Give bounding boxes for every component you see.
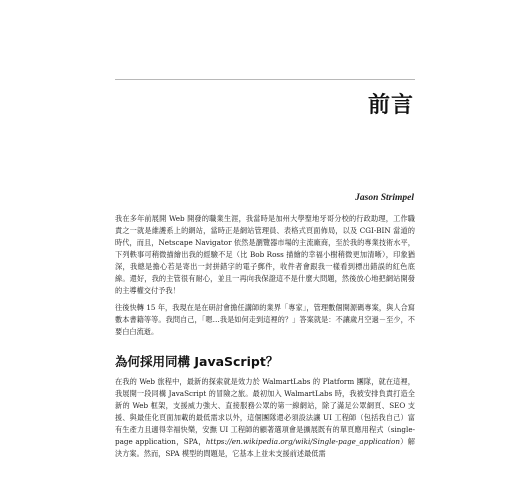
chapter-title: 前言 <box>367 93 414 118</box>
paragraph-fast-forward: 往後快轉 15 年，我現在是在研討會擔任講師的業界「專家」，管理數個開源碼專案，與人合寫數本書籍等等。我問自己，「嗯…我是如何走到這裡的？」答案就是：不讓歲月空過－至少，不要白白流逝。 <box>115 303 415 336</box>
paragraph-intro: 我在多年前展開 Web 開發的職業生涯，我當時是加州大學聖地牙哥分校的行政助理，工作職責之一就是維護系上的網站，當時正是網站管理員、表格式頁面佈局，以及 CGI-BIN 當道的時代，而且，Netscape Navigator 依然是瀏覽器市場的主流廠商，至於我的專業技術水平，下列軼事可稍微描繪出我的經驗不足（比 Bob Ross 描繪的幸福小樹稍微更加清晰），印象猶深，我總是擔心若是寄出一封拼錯字的電子郵件，收件者會跟我一樣看到標出錯誤的紅色底線。還好，我的主管很有耐心，並且一再向我保證這不是什麼大問題，然後放心地把網站開發的主導權交付予我！ <box>115 214 415 295</box>
paragraph-text-before-url: 在我的 Web 旅程中，最新的探索就是效力於 WalmartLabs 的 Platform 團隊，就在這裡，我展開一段同構 JavaScript 的冒險之旅。最初加入 WalmartLabs 時，我被安排負責打造全新的 Web 框架，支援威力強大、直接服務公眾的第一線網站，除了滿足公眾網頁、SEO 支援、與最佳化頁面加載的最低需求以外，這個團隊還必須設法讓 UI 工程師（包括我自己）富有生產力且適得幸福快樂，安撫 UI 工程師的顧著選項會是擴展既有的單頁應用程式（single-page application，SPA， <box>115 377 415 446</box>
paragraph-text-after-url: ）解決方案。然而，SPA 模型的問題是，它基本上並未支援前述最低需 <box>115 437 415 458</box>
author-name: Jason Strimpel <box>355 193 414 203</box>
paragraph-isomorphic-js <box>115 376 415 460</box>
section-heading: 為何採用同構 JavaScript？ <box>115 354 279 369</box>
chapter-divider-rule <box>115 79 415 80</box>
wikipedia-link[interactable]: https://en.wikipedia.org/wiki/Single-page_application <box>205 437 400 446</box>
